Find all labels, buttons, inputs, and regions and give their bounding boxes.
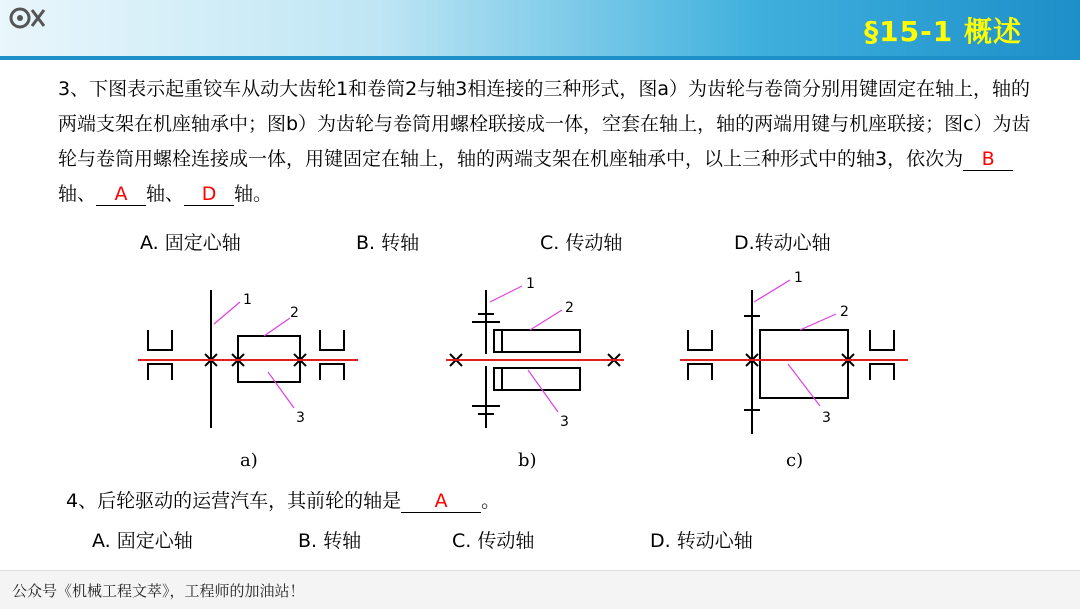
fig-b-label-3: 3: [560, 414, 569, 430]
fig-a-label-2: 2: [290, 305, 299, 321]
question-3: [58, 72, 1048, 212]
question-4-text: 4、后轮驱动的运营汽车，其前轮的轴是: [66, 490, 402, 512]
q4-option-c: C. 传动轴: [452, 530, 535, 552]
q3-option-b: B. 转轴: [356, 232, 420, 254]
q4-option-a: A. 固定心轴: [92, 530, 193, 552]
fig-c-label-1: 1: [794, 270, 803, 286]
question-3-text: 3、下图表示起重铰车从动大齿轮1和卷筒2与轴3相连接的三种形式，图a）为齿轮与卷筒分别用键固定在轴上，轴的两端支架在机座轴承中；图b）为齿轮与卷筒用螺栓联接成一体，空套在轴上，轴的两端用键与机座联接；图c）为齿轮与卷筒用螺栓连接成一体，用键固定在轴上，轴的两端支架在机座轴承中，以上三种形式中的轴3，依次为: [58, 78, 1031, 170]
answer-blank-3: D: [184, 183, 234, 206]
q3-option-c: C. 传动轴: [540, 232, 623, 254]
fig-c-label-3: 3: [822, 410, 831, 426]
question-4-end: 。: [481, 490, 501, 512]
caption-a: a): [240, 450, 258, 471]
separator-2: 轴、: [146, 183, 185, 205]
fig-b-label-2: 2: [565, 300, 574, 316]
fig-a-label-1: 1: [243, 292, 252, 308]
q3-option-a: A. 固定心轴: [140, 232, 241, 254]
q4-option-b: B. 转轴: [298, 530, 362, 552]
fig-c-label-2: 2: [840, 304, 849, 320]
figure-c: [688, 290, 894, 434]
footer-text: 公众号《机械工程文萃》，工程师的加油站！: [12, 582, 305, 600]
answer-blank-4: A: [401, 490, 481, 513]
separator-1: 轴、: [58, 183, 97, 205]
fig-a-label-3: 3: [296, 410, 305, 426]
section-title: §15-1 概述: [864, 15, 1022, 48]
q4-option-d: D. 转动心轴: [650, 530, 753, 552]
question-3-end: 轴。: [234, 183, 273, 205]
shaft-diagrams: [0, 260, 1080, 480]
header-stripe: [0, 56, 1080, 60]
q3-option-d: D.转动心轴: [734, 232, 831, 254]
gear-logo-icon: [8, 6, 48, 30]
leader-lines: [214, 280, 836, 412]
answer-blank-2: A: [96, 183, 146, 206]
answer-blank-1: B: [963, 148, 1013, 171]
fig-b-label-1: 1: [526, 276, 535, 292]
footer-bar: [0, 570, 1080, 609]
caption-c: c): [786, 450, 804, 471]
caption-b: b): [518, 450, 537, 471]
question-4: [66, 486, 500, 513]
